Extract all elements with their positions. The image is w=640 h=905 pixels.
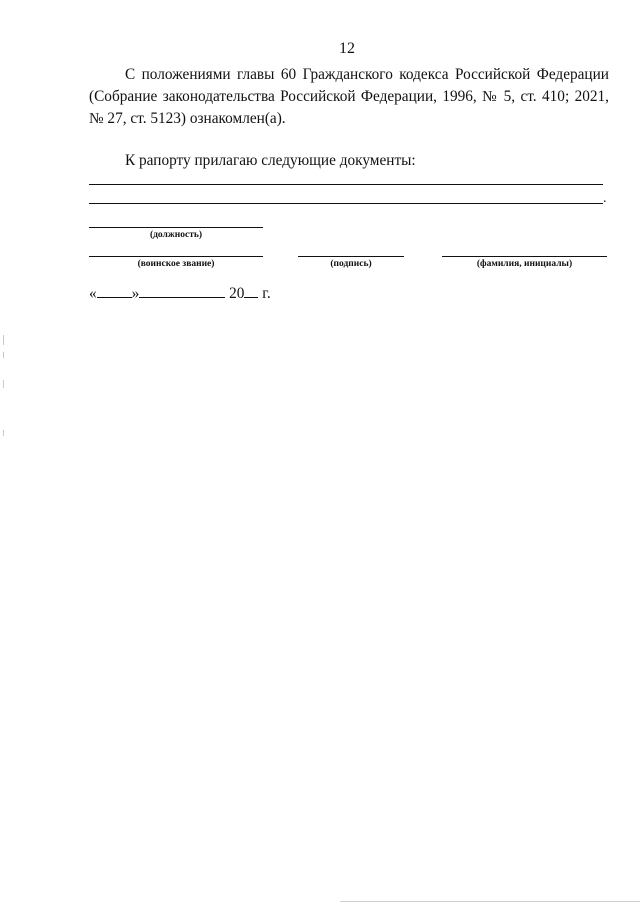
date-month-blank[interactable]: [139, 283, 225, 298]
scan-bottom-edge: [340, 901, 640, 902]
date-day-blank[interactable]: [97, 283, 132, 298]
rank-line[interactable]: [89, 256, 263, 257]
attachment-line-2[interactable]: [89, 203, 603, 204]
rank-caption: (воинское звание): [137, 259, 215, 269]
date-year-blank[interactable]: [244, 283, 258, 298]
scan-margin-mark: [3, 380, 4, 388]
signature-line[interactable]: [298, 256, 404, 257]
date-close-quote: »: [131, 285, 140, 302]
signature-caption: (подпись): [330, 259, 372, 269]
scan-margin-mark: [3, 430, 4, 436]
date-open-quote: «: [89, 285, 97, 302]
scan-margin-mark: [3, 352, 4, 358]
date-year-suffix: г.: [262, 285, 271, 302]
attachment-line-1[interactable]: [89, 184, 603, 185]
scan-margin-mark: [3, 335, 4, 345]
position-caption: (должность): [149, 230, 203, 240]
acknowledgement-paragraph: С положениями главы 60 Гражданского кодекса Российской Федерации (Собрание законодательства Российской Федерации, 1996, № 5, ст. 410; 2021, № 27, ст. 5123) ознакомлен(а).: [89, 66, 609, 127]
attachment-end-mark: .: [603, 191, 607, 206]
date-line: [89, 283, 271, 303]
page-number: 12: [339, 40, 355, 57]
name-caption: (фамилия, инициалы): [476, 259, 573, 269]
date-year-prefix: 20: [229, 285, 245, 302]
position-line[interactable]: [89, 227, 263, 228]
attachments-heading: К рапорту прилагаю следующие документы:: [125, 152, 416, 169]
name-line[interactable]: [442, 256, 607, 257]
